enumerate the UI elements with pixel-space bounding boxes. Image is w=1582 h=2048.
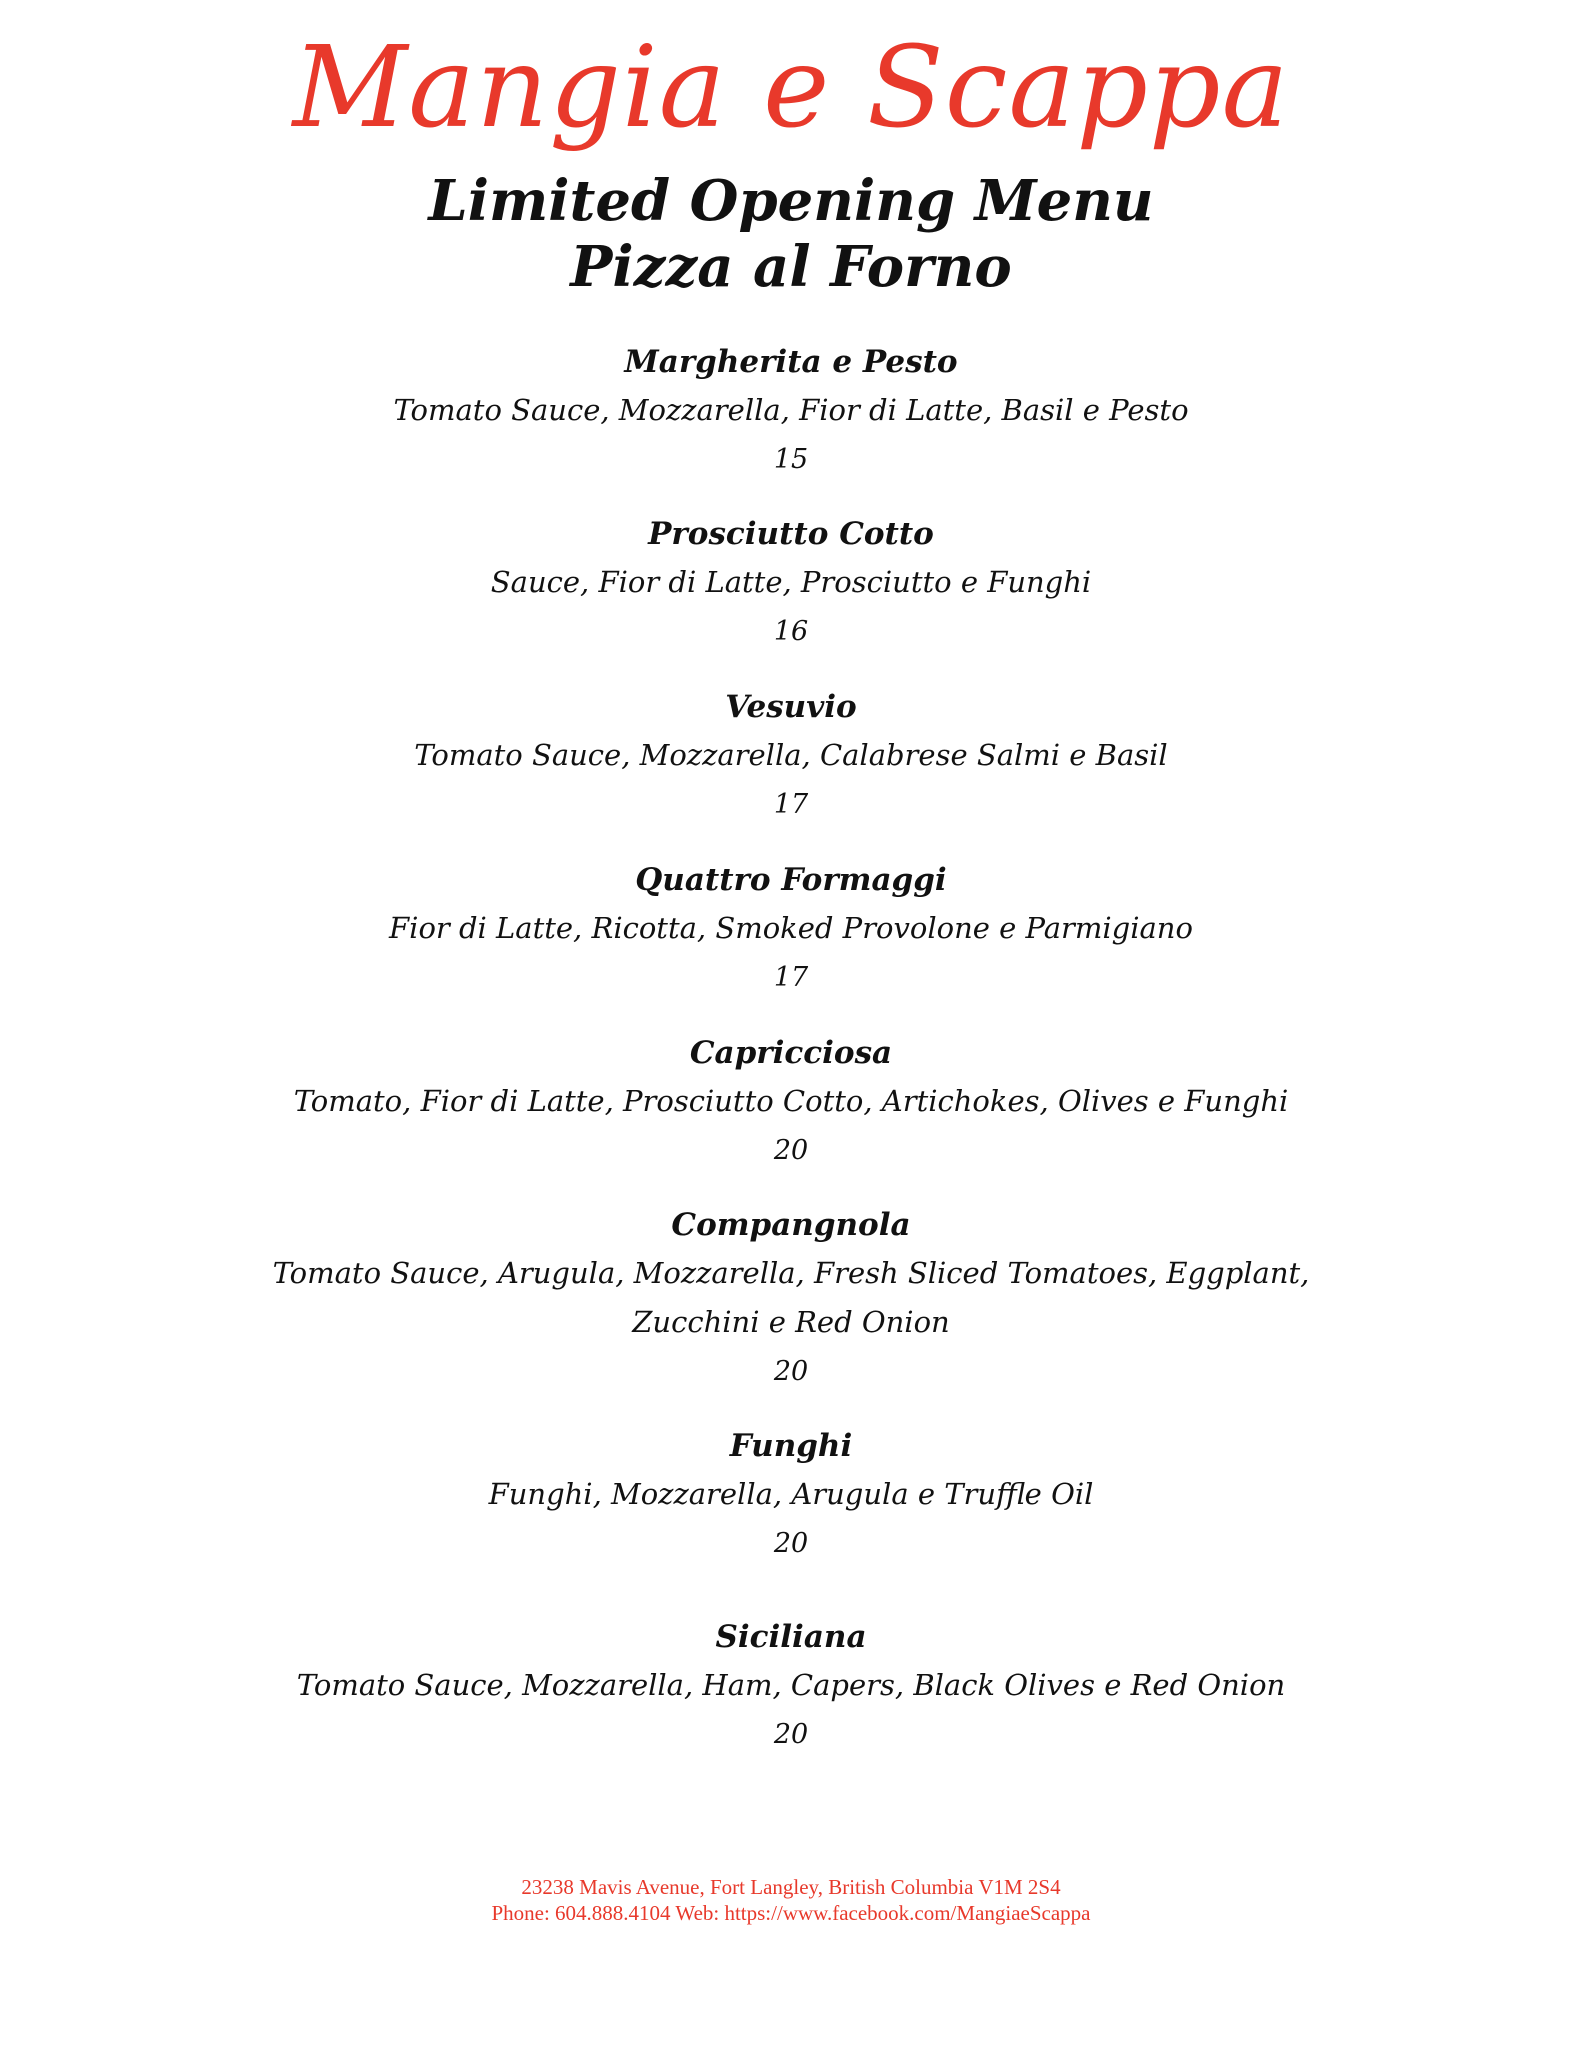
item-price: 20 xyxy=(773,1719,809,1750)
item-description: Tomato Sauce, Mozzarella, Calabrese Salmi e Basil xyxy=(414,738,1168,772)
menu-item xyxy=(0,1029,1582,1175)
item-name: Margherita e Pesto xyxy=(624,344,958,380)
menu-item xyxy=(0,338,1582,484)
item-name: Capricciosa xyxy=(689,1035,893,1071)
footer-address: 23238 Mavis Avenue, Fort Langley, British Columbia V1M 2S4 xyxy=(521,1875,1061,1899)
item-description: Tomato Sauce, Mozzarella, Ham, Capers, Black Olives e Red Onion xyxy=(296,1668,1286,1702)
item-price: 20 xyxy=(773,1135,809,1166)
item-description: Sauce, Fior di Latte, Prosciutto e Funghi xyxy=(490,565,1092,599)
menu-item xyxy=(0,1422,1582,1568)
item-name: Vesuvio xyxy=(725,689,857,725)
menu-item xyxy=(0,510,1582,656)
item-description: Fior di Latte, Ricotta, Smoked Provolone e Parmigiano xyxy=(389,911,1193,945)
menu-subtitle: Pizza al Forno xyxy=(570,234,1012,300)
item-price: 20 xyxy=(773,1528,809,1559)
item-name: Quattro Formaggi xyxy=(635,862,947,898)
item-name: Funghi xyxy=(729,1428,853,1464)
menu-item xyxy=(0,683,1582,829)
item-name: Prosciutto Cotto xyxy=(648,516,934,552)
item-price: 20 xyxy=(773,1356,809,1387)
item-price: 15 xyxy=(773,444,809,475)
item-description: Funghi, Mozzarella, Arugula e Truffle Oil xyxy=(488,1477,1094,1511)
item-description: Tomato, Fior di Latte, Prosciutto Cotto, Artichokes, Olives e Funghi xyxy=(293,1084,1289,1118)
footer-contact: Phone: 604.888.4104 Web: https://www.facebook.com/MangiaeScappa xyxy=(491,1901,1091,1925)
item-price: 17 xyxy=(773,789,809,820)
item-description: Tomato Sauce, Arugula, Mozzarella, Fresh Sliced Tomatoes, Eggplant, Zucchini e Red Onion xyxy=(272,1256,1310,1339)
item-name: Compangnola xyxy=(671,1207,911,1243)
menu-item xyxy=(0,1613,1582,1759)
item-description: Tomato Sauce, Mozzarella, Fior di Latte, Basil e Pesto xyxy=(393,393,1189,427)
item-price: 16 xyxy=(773,616,809,647)
menu-title: Limited Opening Menu xyxy=(428,168,1154,234)
restaurant-name: Mangia e Scappa xyxy=(292,23,1290,153)
menu-item xyxy=(0,856,1582,1002)
item-price: 17 xyxy=(773,962,809,993)
menu-item xyxy=(0,1201,1582,1396)
footer xyxy=(0,1874,1582,1926)
item-name: Siciliana xyxy=(715,1619,867,1655)
